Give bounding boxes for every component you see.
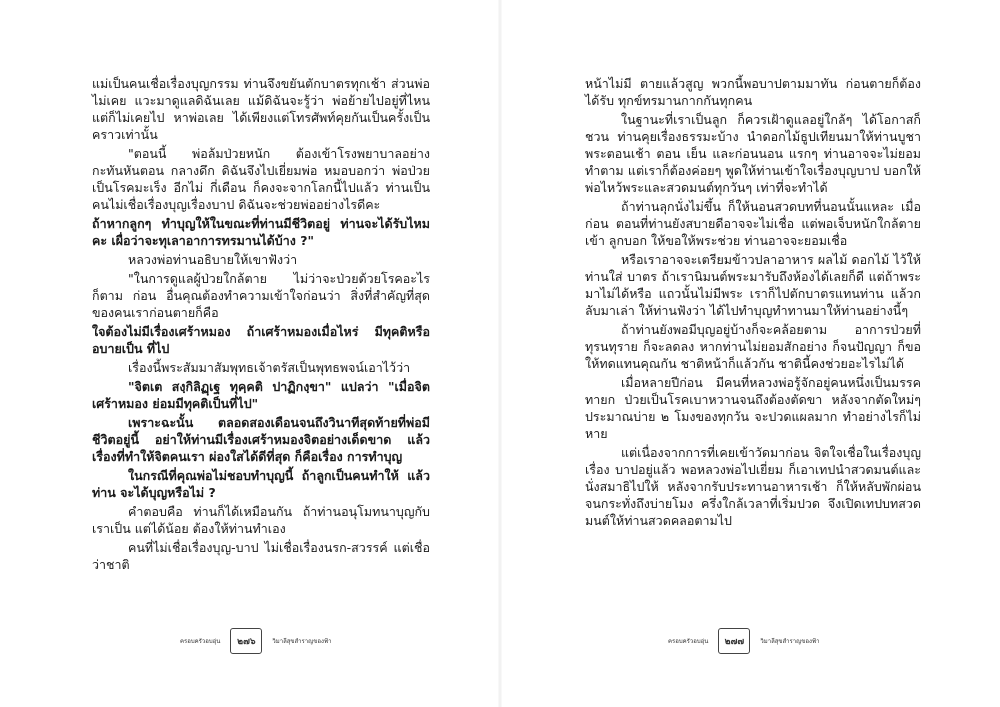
paragraph: ใจต้องไม่มีเรื่องเศร้าหมอง ถ้าเศร้าหมองเมื่อไหร่ มีทุคติหรืออบายเป็น ที่ไป [92, 324, 430, 356]
paragraph: ในฐานะที่เราเป็นลูก ก็ควรเฝ้าดูแลอยู่ใกล้ๆ ได้โอกาสก็ชวน ท่านคุยเรื่องธรรมะบ้าง นำดอกไม้ธูปเทียนมาให้ท่านบูชาพระตอนเช้า ตอน เย็น และก่อนนอน แรกๆ ท่านอาจจะไม่ยอมทำตาม แต่เราก็ต้องค่อยๆ พูดให้ท่านเข้าใจเรื่องบุญบาป บอกให้พ่อไหว้พระและสวดมนต์ทุกวันๆ เท่าที่จะทำได้ [585, 112, 921, 195]
paragraph: หรือเราอาจจะเตรียมข้าวปลาอาหาร ผลไม้ ดอกไม้ ไว้ให้ท่านใส่ บาตร ถ้าเรานิมนต์พระมารับถึงห้องได้เลยก็ดี แต่ถ้าพระมาไม่ได้หรือ แถวนั้นไม่มีพระ เราก็ไปตักบาตรแทนท่าน แล้วกลับมาเล่า ให้ท่านฟังว่า ได้ไปทำบุญทำทานมาให้ท่านอย่างนี้ๆ [585, 252, 921, 318]
page-footer [180, 628, 332, 654]
paragraph: เมื่อหลายปีก่อน มีคนที่หลวงพ่อรู้จักอยู่คนหนึ่งเป็นมรรคทายก ป่วยเป็นโรคเบาหวานจนถึงต้องตัดขา หลังจากตัดใหม่ๆ ประมาณบ่าย ๒ โมงของทุกวัน จะปวดแผลมาก ทำอย่างไรก็ไม่หาย [585, 375, 921, 441]
paragraph: ในกรณีที่คุณพ่อไม่ชอบทำบุญนี้ ถ้าลูกเป็นคนทำให้ แล้วท่าน จะได้บุญหรือไม่ ? [92, 468, 430, 500]
left-page-text [92, 75, 430, 575]
page-footer [668, 628, 820, 654]
page-number-emblem: ๒๗๗ [718, 628, 750, 654]
footer-book-title: ครอบครัวอบอุ่น [180, 638, 221, 645]
paragraph: "ตอนนี้ พ่อล้มป่วยหนัก ต้องเข้าโรงพยาบาลอย่างกะทันหันตอน กลางดึก ดิฉันจึงไปเยี่ยมพ่อ หมอบอกว่า พ่อป่วยเป็นโรคมะเร็ง อีกไม่ กี่เดือน ก็คงจะจากโลกนี้ไปแล้ว ท่านเป็นคนไม่เชื่อเรื่องบุญเรื่องบาป ดิฉันจะช่วยพ่ออย่างไรดีคะ [92, 146, 430, 212]
footer-series-title: วิมาลีสุขสำราญของฟ้า [272, 638, 332, 645]
paragraph: หลวงพ่อท่านอธิบายให้เขาฟังว่า [128, 252, 298, 267]
paragraph: ถ้าท่านยังพอมีบุญอยู่บ้างก็จะคล้อยตาม อาการป่วยที่ทุรนทุราย ก็จะลดลง หากท่านไม่ยอมสักอย่าง ก็จนปัญญา ก็ขอให้ทดแทนคุณกัน ชาติหน้าก็แล้วกัน ชาตินี้คงช่วยอะไรไม่ได้ [585, 322, 921, 371]
paragraph: แต่เนื่องจากการที่เคยเข้าวัดมาก่อน จิตใจเชื่อในเรื่องบุญเรื่อง บาปอยู่แล้ว พอหลวงพ่อไปเยี่ยม ก็เอาเทปนำสวดมนต์และนั่งสมาธิไปให้ หลังจากรับประทานอาหารเช้า ก็ให้หลับพักผ่อน จนกระทั่งถึงบ่ายโมง ครึ่งใกล้เวลาที่เริ่มปวด จึงเปิดเทปบทสวดมนต์ให้ท่านสวดคลอตามไป [585, 445, 921, 528]
paragraph: ถ้าหากลูกๆ ทำบุญให้ในขณะที่ท่านมีชีวิตอยู่ ท่านจะได้รับไหมคะ เผื่อว่าจะทุเลาอาการทรมานได้บ้าง ?" [92, 216, 430, 248]
paragraph: เรื่องนี้พระสัมมาสัมพุทธเจ้าตรัสเป็นพุทธพจน์เอาไว้ว่า [128, 360, 411, 375]
paragraph: หน้าไม่มี ตายแล้วสูญ พวกนี้พอบาปตามมาทัน ก่อนตายก็ต้องได้รับ ทุกข์ทรมานกากกันทุกคน [585, 76, 921, 108]
paragraph: "จิตเต สงฺกิลิฏฺเฐ ทุคฺคติ ปาฏิกงฺขา" แปลว่า "เมื่อจิตเศร้าหมอง ย่อมมีทุคติเป็นที่ไป" [92, 379, 430, 411]
footer-book-title: ครอบครัวอบอุ่น [668, 638, 709, 645]
paragraph: เพราะฉะนั้น ตลอดสองเดือนจนถึงวินาทีสุดท้ายที่พ่อมีชีวิตอยู่นี้ อย่าให้ท่านมีเรื่องเศร้าหมองจิตอย่างเด็ดขาด แล้วเรื่องที่ทำให้จิตคนเรา ผ่องใสได้ดีที่สุด ก็คือเรื่อง การทำบุญ [92, 415, 430, 464]
page-number-emblem: ๒๗๖ [230, 628, 262, 654]
paragraph: "ในการดูแลผู้ป่วยใกล้ตาย ไม่ว่าจะป่วยด้วยโรคอะไรก็ตาม ก่อน อื่นคุณต้องทำความเข้าใจก่อนว่า สิ่งที่สำคัญที่สุดของคนเราก่อนตายก็คือ [92, 271, 430, 320]
footer-series-title: วิมาลีสุขสำราญของฟ้า [760, 638, 820, 645]
paragraph: คนที่ไม่เชื่อเรื่องบุญ-บาป ไม่เชื่อเรื่องนรก-สวรรค์ แต่เชื่อว่าชาติ [92, 540, 430, 572]
paragraph: ถ้าท่านลุกนั่งไม่ขึ้น ก็ให้นอนสวดบทที่นอนนั้นแหละ เมื่อก่อน ตอนที่ท่านยังสบายดีอาจจะไม่เชื่อ แต่พอเจ็บหนักใกล้ตายเข้า ลูกบอก ให้ขอให้พระช่วย ท่านอาจจะยอมเชื่อ [585, 199, 921, 248]
paragraph: คำตอบคือ ท่านก็ได้เหมือนกัน ถ้าท่านอนุโมทนาบุญกับเราเป็น แต่ได้น้อย ต้องให้ท่านทำเอง [92, 504, 430, 536]
right-page-text [585, 75, 921, 531]
paragraph: แม่เป็นคนเชื่อเรื่องบุญกรรม ท่านจึงขยันตักบาตรทุกเช้า ส่วนพ่อไม่เคย แวะมาดูแลดิฉันเลย แม้ดิฉันจะรู้ว่า พ่อย้ายไปอยู่ที่ไหน แต่ก็ไม่เคยไป หาพ่อเลย ได้เพียงแต่โทรศัพท์คุยกันเป็นครั้งเป็นคราวเท่านั้น [92, 76, 430, 142]
